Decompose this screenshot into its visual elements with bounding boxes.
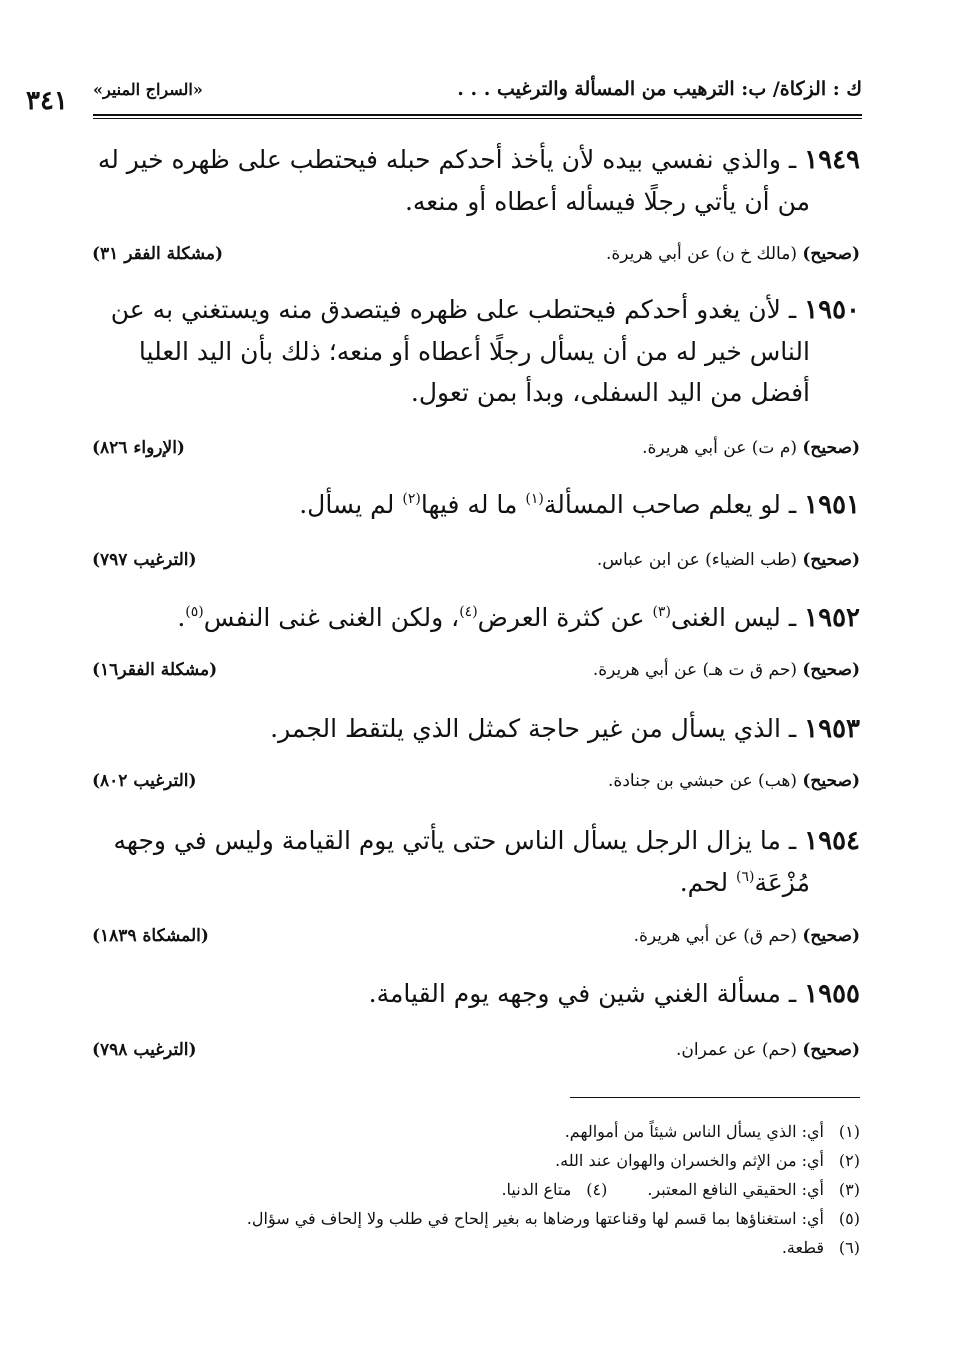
hadith-number: ١٩٥١: [804, 490, 860, 520]
hadith-1952: [92, 597, 860, 639]
hadith-text: والذي نفسي بيده لأن يأخذ أحدكم حبله فيحتطب على ظهره خير له: [97, 145, 781, 174]
footnote-separator: [570, 1097, 860, 1098]
footnote-number: (٤): [586, 1180, 608, 1199]
footnote-number: (٦): [838, 1238, 860, 1257]
footnote-marker: (١): [525, 491, 544, 507]
hadith-line: ١٩٥٥ ـ مسألة الغني شين في وجهه يوم القيامة.: [368, 979, 860, 1009]
hadith-1951: [92, 484, 860, 526]
hadith-line: الناس خير له من أن يسأل رجلًا أعطاه أو منعه؛ ذلك بأن اليد العليا: [138, 337, 810, 366]
grade-label: (صحيح): [802, 1040, 860, 1060]
hadith-text: مُزْعَة: [754, 868, 810, 897]
hadith-text: مسألة الغني شين في وجهه يوم القيامة.: [368, 979, 781, 1008]
hadith-line: ١٩٥١ ـ لو يعلم صاحب المسألة$^{(١)}$ ما له فيها$^{(٢)}$ لم يسأل.: [299, 490, 860, 520]
hadith-1954: [92, 820, 860, 903]
footnote: [92, 1117, 860, 1146]
hadith-text: ، ولكن الغنى غنى النفس: [203, 603, 460, 632]
footnote-marker: (٤): [459, 604, 478, 620]
hadith-1953: [92, 708, 860, 750]
page-number: ٣٤١: [26, 86, 68, 116]
footnote-text: متاع الدنيا.: [501, 1180, 572, 1199]
hadith-line: [92, 862, 860, 903]
grade-label: (صحيح): [802, 438, 860, 458]
hadith-text: ليس الغنى: [670, 603, 781, 632]
reference: (المشكاة ١٨٣٩): [92, 926, 209, 946]
source-text: (حم) عن عمران.: [676, 1040, 797, 1060]
grading-text: [642, 438, 860, 458]
hadith-text: عن كثرة العرض: [477, 603, 645, 632]
grading-text: [597, 550, 860, 570]
footnote: [92, 1175, 860, 1204]
reference: (مشكلة الفقر١٦): [92, 660, 218, 680]
header-rule: [93, 114, 862, 116]
reference: (مشكلة الفقر ٣١): [92, 244, 224, 264]
reference: (الإرواء ٨٢٦): [92, 438, 185, 458]
source-text: (حم ق) عن أبي هريرة.: [633, 926, 797, 946]
hadith-line: ١٩٥٤ ـ ما يزال الرجل يسأل الناس حتى يأتي يوم القيامة وليس في وجهه: [113, 826, 860, 856]
footnote-number: (٥): [838, 1209, 860, 1228]
grade-label: (صحيح): [802, 550, 860, 570]
source-text: (هب) عن حبشي بن جنادة.: [608, 771, 797, 791]
footnote-text: أي: من الإثم والخسران والهوان عند الله.: [555, 1151, 824, 1170]
header-rule-thin: [93, 118, 862, 119]
grading-1952: [92, 660, 860, 690]
grading-1950: [92, 438, 860, 468]
grading-1953: [92, 771, 860, 801]
footnote-text: أي: استغناؤها بما قسم لها وقناعتها ورضاها به بغير إلحاح في طلب ولا إلحاف في سؤال.: [246, 1209, 824, 1228]
grading-text: [676, 1040, 860, 1060]
footnote: [92, 1204, 860, 1233]
hadith-text: لحم.: [679, 868, 729, 897]
hadith-line: ١٩٤٩ ـ والذي نفسي بيده لأن يأخذ أحدكم حبله فيحتطب على ظهره خير له: [97, 145, 860, 175]
reference: (الترغيب ٨٠٢): [92, 771, 197, 791]
hadith-1955: [92, 973, 860, 1015]
footnote: [92, 1146, 860, 1175]
footnote-text: أي: الذي يسأل الناس شيئاً من أموالهم.: [564, 1122, 824, 1141]
hadith-text: الذي يسأل من غير حاجة كمثل الذي يلتقط الجمر.: [270, 714, 781, 743]
grade-label: (صحيح): [802, 771, 860, 791]
chapter-heading: ك : الزكاة/ ب: الترهيب من المسألة والترغيب . . .: [457, 78, 862, 100]
footnote-text: قطعة.: [781, 1238, 824, 1257]
hadith-number: ١٩٥٤: [804, 826, 860, 856]
source-text: (م ت) عن أبي هريرة.: [642, 438, 797, 458]
footnote-marker: (٢): [402, 491, 421, 507]
source-text: (مالك خ ن) عن أبي هريرة.: [605, 244, 797, 264]
grade-label: (صحيح): [802, 926, 860, 946]
hadith-line: ١٩٥٣ ـ الذي يسأل من غير حاجة كمثل الذي يلتقط الجمر.: [270, 714, 860, 744]
grading-text: [608, 771, 860, 791]
footnote-number: (٢): [838, 1151, 860, 1170]
grading-1955: [92, 1040, 860, 1070]
hadith-line: ١٩٥٢ ـ ليس الغنى$^{(٣)}$ عن كثرة العرض$^{(٤)}$، ولكن الغنى غنى النفس$^{(٥)}$.: [177, 603, 860, 633]
footnote-marker: (٥): [185, 604, 204, 620]
grading-text: [634, 926, 860, 946]
grading-text: [593, 660, 860, 680]
grading-text: [606, 244, 860, 264]
grading-1954: [92, 926, 860, 956]
footnote-marker: (٦): [736, 869, 755, 885]
footnote-text: أي: الحقيقي النافع المعتبر.: [647, 1180, 824, 1199]
hadith-line: ١٩٥٠ ـ لأن يغدو أحدكم فيحتطب على ظهره فيتصدق منه ويستغني به عن: [110, 295, 860, 325]
footnote-number: (٣): [838, 1180, 860, 1199]
hadith-number: ١٩٥٢: [804, 603, 860, 633]
hadith-line: من أن يأتي رجلًا فيسأله أعطاه أو منعه.: [404, 187, 810, 216]
grade-label: (صحيح): [802, 244, 860, 264]
source-text: (طب الضياء) عن ابن عباس.: [596, 550, 797, 570]
footnote-number: (١): [838, 1122, 860, 1141]
hadith-text: لأن يغدو أحدكم فيحتطب على ظهره فيتصدق منه ويستغني به عن: [110, 295, 781, 324]
book-title: «السراج المنير»: [93, 80, 203, 99]
source-text: (حم ق ت هـ) عن أبي هريرة.: [592, 660, 797, 680]
hadith-line: أفضل من اليد السفلى، وبدأ بمن تعول.: [410, 378, 810, 407]
hadith-number: ١٩٥٠: [804, 295, 860, 325]
hadith-text: .: [177, 603, 186, 632]
hadith-number: ١٩٥٣: [804, 714, 860, 744]
footnote: [92, 1233, 860, 1262]
footnotes: [92, 1117, 860, 1262]
hadith-number: ١٩٤٩: [804, 145, 860, 175]
footnote-marker: (٣): [652, 604, 671, 620]
reference: (الترغيب ٧٩٨): [92, 1040, 197, 1060]
hadith-text: لو يعلم صاحب المسألة: [543, 490, 781, 519]
reference: (الترغيب ٧٩٧): [92, 550, 197, 570]
hadith-text: ما له فيها: [420, 490, 518, 519]
grading-1949: [92, 244, 860, 274]
hadith-1950: [92, 289, 860, 413]
hadith-text: ما يزال الرجل يسأل الناس حتى يأتي يوم القيامة وليس في وجهه: [113, 826, 781, 855]
hadith-text: لم يسأل.: [299, 490, 395, 519]
hadith-1949: [92, 139, 860, 222]
grading-1951: [92, 550, 860, 580]
hadith-number: ١٩٥٥: [804, 979, 860, 1009]
grade-label: (صحيح): [802, 660, 860, 680]
